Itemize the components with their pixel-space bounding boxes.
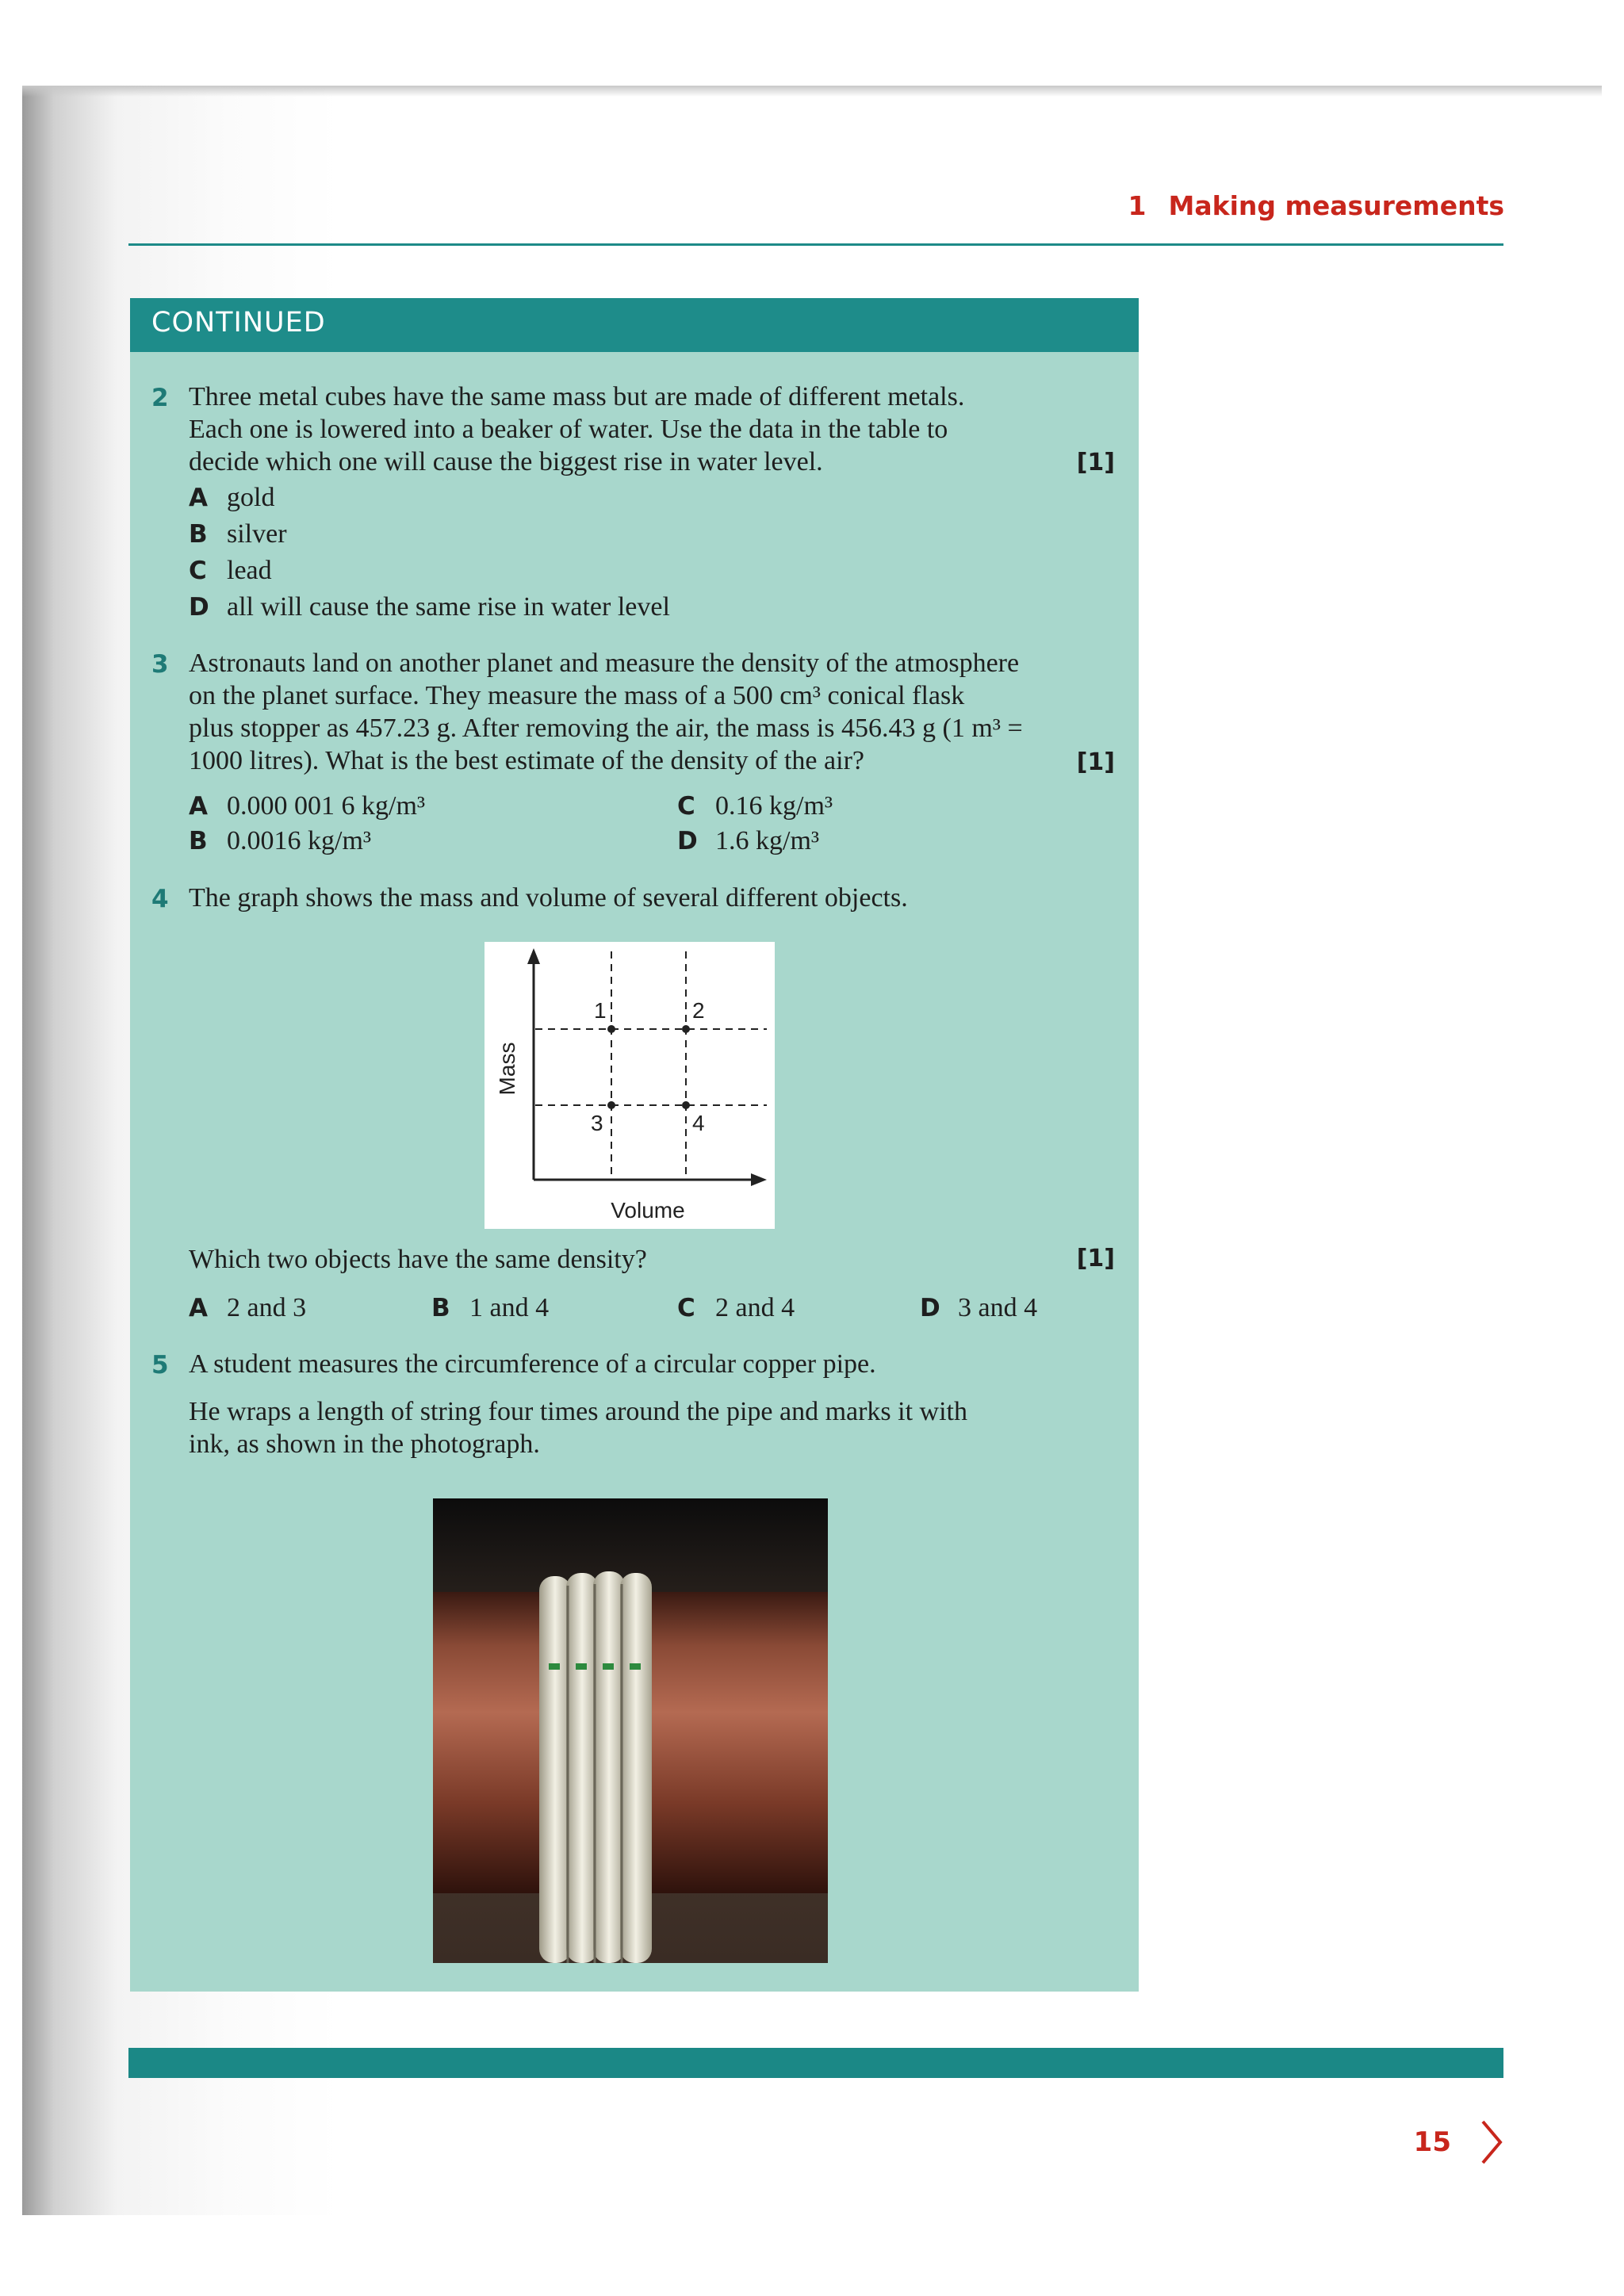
option-text: 1.6 kg/m³ xyxy=(715,826,820,855)
marks-label: [1] xyxy=(1076,449,1115,476)
option-letter: B xyxy=(189,827,208,855)
y-axis-arrowhead xyxy=(527,948,540,964)
question-text-line: ink, as shown in the photograph. xyxy=(189,1429,540,1459)
option-letter: D xyxy=(189,593,209,622)
option-letter: C xyxy=(677,792,695,821)
question-text-line: Astronauts land on another planet and measure the density of the atmosphere xyxy=(189,649,1020,678)
mass-volume-graph xyxy=(485,942,775,1229)
y-axis-label: Mass xyxy=(495,1042,519,1096)
question-5-text xyxy=(189,1348,876,1380)
answer-option xyxy=(677,790,833,823)
option-text: all will cause the same rise in water level xyxy=(227,592,670,622)
ink-mark xyxy=(576,1663,587,1670)
question-text-line: Three metal cubes have the same mass but are made of different metals. xyxy=(189,382,965,411)
page-number: 15 xyxy=(1413,2126,1451,2158)
question-text-line: decide which one will cause the biggest rise in water level. xyxy=(189,447,823,476)
option-text: 0.000 001 6 kg/m³ xyxy=(227,791,426,821)
panel-heading: CONTINUED xyxy=(130,298,1139,352)
option-text: lead xyxy=(227,556,272,585)
question-number: 3 xyxy=(151,650,169,679)
question-4-text xyxy=(189,882,908,914)
option-letter: A xyxy=(189,1294,208,1322)
option-letter: A xyxy=(189,792,208,821)
answer-option xyxy=(189,1292,306,1325)
ink-mark xyxy=(630,1663,641,1670)
point-label: 2 xyxy=(692,998,705,1023)
question-5-text-continued xyxy=(189,1395,967,1460)
data-point xyxy=(607,1025,615,1033)
data-point xyxy=(682,1025,690,1033)
graph-svg xyxy=(485,942,775,1229)
question-text-line: The graph shows the mass and volume of several different objects. xyxy=(189,883,908,913)
photo-illustration xyxy=(433,1498,828,1963)
answer-option xyxy=(189,518,287,551)
point-label: 1 xyxy=(594,998,607,1023)
option-text: 0.0016 kg/m³ xyxy=(227,826,372,855)
option-text: 1 and 4 xyxy=(469,1293,550,1322)
string-on-pipe-photo xyxy=(433,1498,828,1963)
ink-mark xyxy=(603,1663,614,1670)
question-number: 2 xyxy=(151,384,169,412)
footer-bar xyxy=(128,2048,1503,2078)
scan-edge-shadow xyxy=(22,86,1602,97)
question-text-line: He wraps a length of string four times around the pipe and marks it with xyxy=(189,1397,967,1426)
chevron-stroke xyxy=(1483,2122,1500,2163)
question-number: 5 xyxy=(151,1351,169,1380)
data-point xyxy=(607,1101,615,1109)
question-3-text xyxy=(189,647,1023,777)
answer-option xyxy=(189,591,670,624)
answer-option xyxy=(189,790,425,823)
answer-option xyxy=(189,554,272,587)
answer-option xyxy=(189,481,274,515)
option-letter: C xyxy=(189,557,207,585)
answer-option xyxy=(431,1292,549,1325)
option-text: 0.16 kg/m³ xyxy=(715,791,833,821)
header-rule xyxy=(128,243,1503,246)
question-text-line: 1000 litres). What is the best estimate of the density of the air? xyxy=(189,746,864,775)
option-letter: C xyxy=(677,1294,695,1322)
answer-option xyxy=(677,1292,795,1325)
question-text-line: A student measures the circumference of a circular copper pipe. xyxy=(189,1349,876,1379)
option-letter: A xyxy=(189,484,208,512)
point-label: 3 xyxy=(591,1111,603,1135)
running-header xyxy=(1128,190,1504,221)
x-axis-label: Volume xyxy=(611,1198,685,1223)
x-axis-arrowhead xyxy=(751,1173,767,1186)
marks-label: [1] xyxy=(1076,1245,1115,1272)
question-2-text xyxy=(189,381,964,478)
question-text-line: on the planet surface. They measure the mass of a 500 cm³ conical flask xyxy=(189,681,965,710)
rope-wrap xyxy=(620,1573,652,1963)
continued-question-panel xyxy=(130,298,1139,1992)
marks-label: [1] xyxy=(1076,748,1115,776)
option-letter: D xyxy=(920,1294,940,1322)
question-text-line: Which two objects have the same density? xyxy=(189,1245,647,1274)
point-label: 4 xyxy=(692,1111,705,1135)
option-text: silver xyxy=(227,519,287,549)
option-text: 2 and 3 xyxy=(227,1293,307,1322)
option-letter: B xyxy=(189,520,208,549)
chapter-number: 1 xyxy=(1128,190,1147,221)
option-letter: D xyxy=(677,827,698,855)
answer-option xyxy=(920,1292,1037,1325)
data-point xyxy=(682,1101,690,1109)
question-4-prompt xyxy=(189,1243,647,1276)
ink-mark xyxy=(549,1663,560,1670)
answer-option xyxy=(677,825,819,858)
next-page-chevron-icon[interactable] xyxy=(1480,2118,1503,2166)
option-text: 3 and 4 xyxy=(958,1293,1038,1322)
option-text: gold xyxy=(227,483,275,512)
option-text: 2 and 4 xyxy=(715,1293,795,1322)
chapter-title: Making measurements xyxy=(1168,190,1504,221)
option-letter: B xyxy=(431,1294,450,1322)
question-text-line: plus stopper as 457.23 g. After removing the air, the mass is 456.43 g (1 m³ = xyxy=(189,714,1023,743)
question-number: 4 xyxy=(151,885,169,913)
answer-option xyxy=(189,825,371,858)
question-text-line: Each one is lowered into a beaker of water. Use the data in the table to xyxy=(189,415,948,444)
